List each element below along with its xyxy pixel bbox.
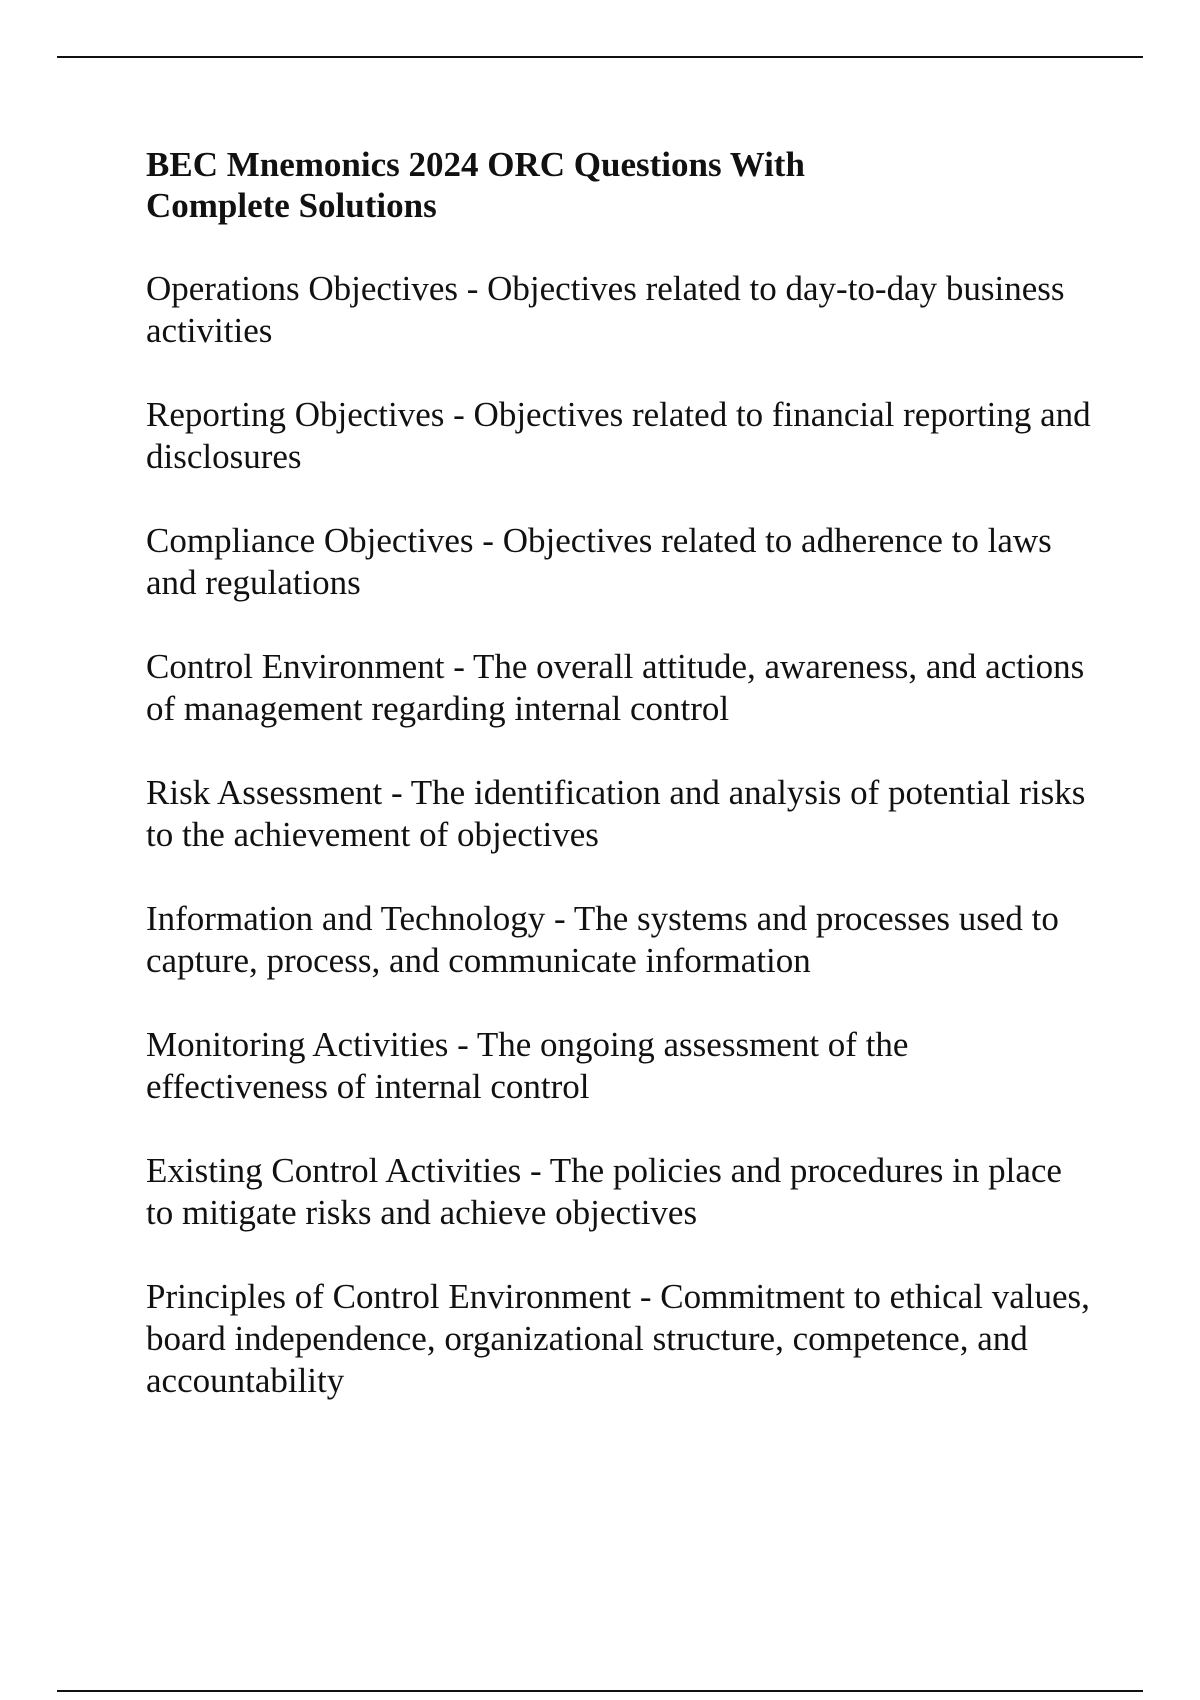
document-title: BEC Mnemonics 2024 ORC Questions With Complete Solutions	[146, 145, 805, 225]
entry-compliance-objectives: Compliance Objectives - Objectives related to adherence to laws and regulations	[146, 521, 1052, 602]
document-body	[146, 144, 1091, 1444]
entry-monitoring-activities: Monitoring Activities - The ongoing assessment of the effectiveness of internal control	[146, 1025, 909, 1106]
entry-operations-objectives: Operations Objectives - Objectives related to day-to-day business activities	[146, 269, 1065, 350]
entry-information-technology: Information and Technology - The systems and processes used to capture, process, and communicate information	[146, 899, 1059, 980]
top-divider	[57, 56, 1143, 58]
bottom-divider	[57, 1690, 1143, 1692]
entry-reporting-objectives: Reporting Objectives - Objectives related to financial reporting and disclosures	[146, 395, 1091, 476]
entry-control-environment: Control Environment - The overall attitude, awareness, and actions of management regarding internal control	[146, 647, 1085, 728]
entry-risk-assessment: Risk Assessment - The identification and analysis of potential risks to the achievement of objectives	[146, 773, 1086, 854]
entry-principles-control-environment: Principles of Control Environment - Commitment to ethical values, board independence, organizational structure, competence, and accountability	[146, 1277, 1090, 1400]
entry-existing-control-activities: Existing Control Activities - The policies and procedures in place to mitigate risks and achieve objectives	[146, 1151, 1062, 1232]
